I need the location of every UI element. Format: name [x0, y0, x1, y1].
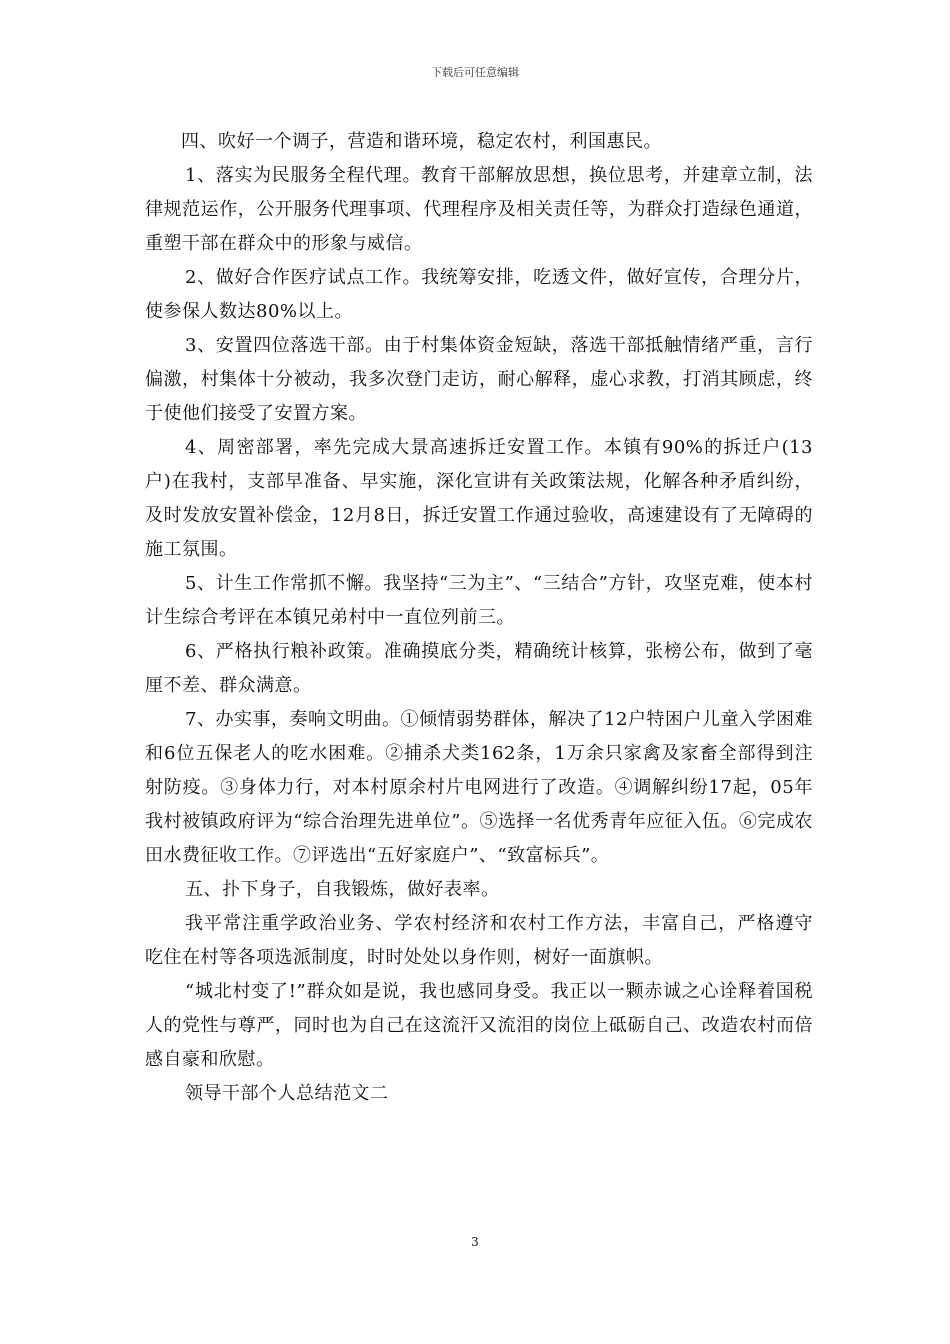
paragraph-item-5: 5、计生工作常抓不懈。我坚持“三为主”、“三结合”方针，攻坚克难，使本村计生综合考评在本镇兄弟村中一直位列前三。 — [145, 573, 813, 628]
next-document-title: 领导干部个人总结范文二 — [185, 1083, 389, 1104]
paragraph-item-6: 6、严格执行粮补政策。准确摸底分类，精确统计核算，张榜公布，做到了毫厘不差、群众满意。 — [145, 641, 813, 696]
section-heading-four: 四、吹好一个调子，营造和谐环境，稳定农村，利国惠民。 — [181, 131, 662, 152]
paragraph-item-2: 2、做好合作医疗试点工作。我统筹安排，吃透文件，做好宣传，合理分片，使参保人数达80%以上。 — [145, 267, 813, 322]
paragraph-item-7: 7、办实事，奏响文明曲。①倾情弱势群体，解决了12户特困户儿童入学困难和6位五保老人的吃水困难。②捕杀犬类162条，1万余只家禽及家畜全部得到注射防疫。③身体力行，对本村原余村片电网进行了改造。④调解纠纷17起，05年我村被镇政府评为“综合治理先进单位”。⑤选择一名优秀青年应征入伍。⑥完成农田水费征收工作。⑦评选出“五好家庭户”、“致富标兵”。 — [145, 709, 813, 866]
section-heading-five: 五、扑下身子，自我锻炼，做好表率。 — [185, 879, 500, 900]
paragraph-item-1: 1、落实为民服务全程代理。教育干部解放思想，换位思考，并建章立制，法律规范运作，公开服务代理事项、代理程序及相关责任等，为群众打造绿色通道，重塑干部在群众中的形象与威信。 — [145, 165, 813, 254]
document-body — [145, 125, 813, 1111]
paragraph-item-3: 3、安置四位落选干部。由于村集体资金短缺，落选干部抵触情绪严重，言行偏激，村集体十分被动，我多次登门走访，耐心解释，虚心求教，打消其顾虑，终于使他们接受了安置方案。 — [145, 335, 813, 424]
paragraph-item-4: 4、周密部署，率先完成大景高速拆迁安置工作。本镇有90%的拆迁户(13户)在我村，支部早准备、早实施，深化宣讲有关政策法规，化解各种矛盾纠纷，及时发放安置补偿金，12月8日，拆迁安置工作通过验收，高速建设有了无障碍的施工氛围。 — [145, 437, 813, 560]
paragraph-conduct: 我平常注重学政治业务、学农村经济和农村工作方法，丰富自己，严格遵守吃住在村等各项选派制度，时时处处以身作则，树好一面旗帜。 — [145, 913, 813, 968]
paragraph-conclusion: “城北村变了!”群众如是说，我也感同身受。我正以一颗赤诚之心诠释着国税人的党性与尊严，同时也为自己在这流汗又流泪的岗位上砥砺自己、改造农村而倍感自豪和欣慰。 — [145, 981, 813, 1070]
page-header: 下载后可任意编辑 — [431, 66, 519, 79]
page-number: 3 — [471, 1235, 479, 1249]
